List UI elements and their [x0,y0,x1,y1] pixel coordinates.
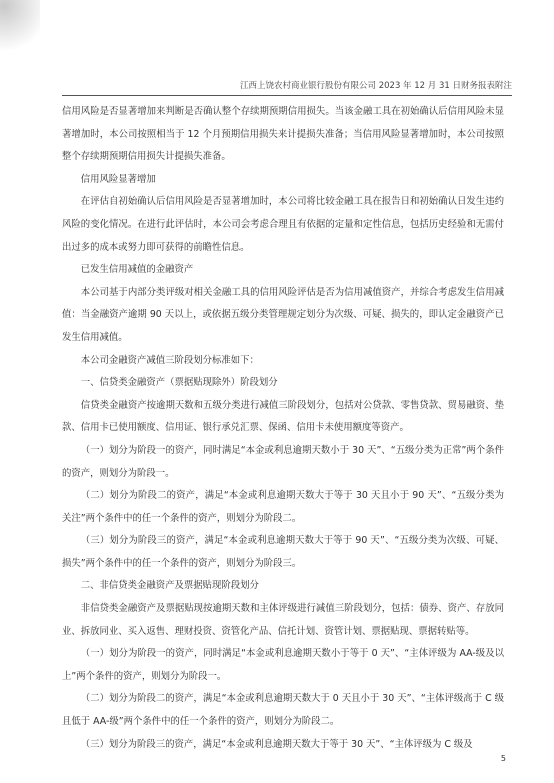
paragraph-assessment: 在评估自初始确认后信用风险是否显著增加时，本公司将比较金融工具在报告日和初始确认日发生违约风险的变化情况。在进行此评估时，本公司会考虑合理且有依据的定量和定性信息，包括历史经验和无需付出过多的成本或努力即可获得的前瞻性信息。 [62,196,504,253]
paragraph-credit-stage-2: （二）划分为阶段二的资产，满足“本金或利息逾期天数大于等于 30 天且小于 90 天”、“五级分类为关注”两个条件中的任一个条件的资产，则划分为阶段二。 [62,490,504,524]
heading-non-credit-assets: 二、非信贷类金融资产及票据贴现阶段划分 [80,580,259,592]
heading-credit-impaired: 已发生信用减值的金融资产 [80,264,194,276]
paragraph-three-stage-intro: 本公司金融资产减值三阶段划分标准如下： [80,354,259,366]
header-rule [62,95,512,96]
paragraph-credit-stage-3: （三）划分为阶段三的资产，满足“本金或利息逾期天数大于等于 90 天”、“五级分类为次级、可疑、损失”两个条件中的任一个条件的资产，则划分为阶段三。 [62,535,504,569]
paragraph-impaired-definition: 本公司基于内部分类评级对相关金融工具的信用风险评估是否为信用减值资产，并综合考虑发生信用减值：当金融资产逾期 90 天以上，或依据五级分类管理规定划分为次级、可疑、损失的，即认定金融资产已发生信用减值。 [62,286,504,343]
body-text [62,101,504,756]
heading-credit-assets: 一、信贷类金融资产（票据贴现除外）阶段划分 [80,377,278,389]
paragraph-credit-stage-1: （一）划分为阶段一的资产，同时满足“本金或利息逾期天数小于 30 天”、“五级分类为正常”两个条件的资产，则划分为阶段一。 [62,444,504,479]
paragraph-non-credit-stage-1: （一）划分为阶段一的资产，同时满足“本金或利息逾期天数小于等于 0 天”、“主体评级为 AA-级及以上”两个条件的资产，则划分为阶段一。 [62,648,504,682]
heading-significant-increase: 信用风险显著增加 [80,173,156,185]
page-header: 江西上饶农村商业银行股份有限公司 2023 年 12 月 31 日财务报表附注 [240,81,512,91]
scan-shadow [0,0,40,60]
paragraph-non-credit-stage-3: （三）划分为阶段三的资产，满足“本金或利息逾期天数大于等于 30 天”、“主体评级为 C 级及 [80,738,473,750]
paragraph-non-credit-assets: 非信贷类金融资产及票据贴现按逾期天数和主体评级进行减值三阶段划分，包括：债券、资产、存放同业、拆放同业、买入返售、理财投资、资管化产品、信托计划、资管计划、票据贴现、票据转贴等。 [62,603,504,637]
paragraph-credit-risk: 信用风险是否显著增加来判断是否确认整个存续期预期信用损失。当该金融工具在初始确认后信用风险未显著增加时，本公司按照相当于 12 个月预期信用损失来计提损失准备；当信用风险显著增加时，本公司按照整个存续期预期信用损失计提损失准备。 [62,106,504,163]
paragraph-credit-assets: 信贷类金融资产按逾期天数和五级分类进行减值三阶段划分，包括对公贷款、零售贷款、贸易融资、垫款、信用卡已使用额度、信用证、银行承兑汇票、保函、信用卡未使用额度等资产。 [62,399,504,434]
page-number: 5 [500,754,506,763]
paragraph-non-credit-stage-2: （二）划分为阶段二的资产，满足“本金或利息逾期天数大于 0 天且小于 30 天”、“主体评级高于 C 级且低于 AA-级”两个条件中的任一个条件的资产，则划分为阶段二。 [62,693,504,728]
